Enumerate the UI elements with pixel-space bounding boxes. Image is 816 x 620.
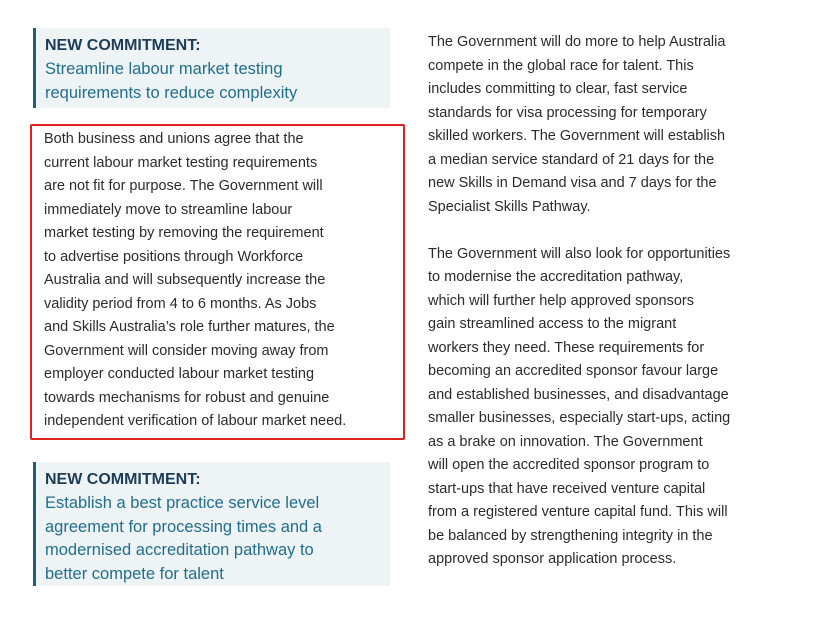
left-line: to advertise positions through Workforce: [44, 248, 304, 265]
commitment-heading-1: NEW COMMITMENT:: [45, 37, 201, 54]
highlighted-paragraph: [44, 128, 404, 434]
left-line: Government will consider moving away from: [44, 342, 329, 359]
right-line: includes committing to clear, fast service: [428, 81, 688, 97]
right-line: will open the accredited sponsor program to: [428, 457, 710, 473]
right-line: compete in the global race for talent. This: [428, 57, 694, 74]
right-line: workers they need. These requirements for: [428, 339, 705, 356]
paragraph-gap: [428, 219, 788, 243]
commitment-title-2-line-3: modernised accreditation pathway to: [45, 541, 314, 559]
left-line: market testing by removing the requirement: [44, 225, 324, 241]
left-line: are not fit for purpose. The Government will: [44, 178, 323, 194]
right-line: a median service standard of 21 days for the: [428, 151, 715, 168]
left-line: towards mechanisms for robust and genuine: [44, 389, 330, 406]
right-line: becoming an accredited sponsor favour large: [428, 363, 719, 379]
left-line: Both business and unions agree that the: [44, 131, 304, 147]
right-line: gain streamlined access to the migrant: [428, 316, 677, 332]
right-line: standards for visa processing for temporary: [428, 104, 707, 121]
right-line: which will further help approved sponsors: [428, 292, 694, 309]
right-line: start-ups that have received venture capital: [428, 480, 706, 497]
commitment-box-1: [33, 28, 390, 108]
right-line: Specialist Skills Pathway.: [428, 198, 591, 215]
commitment-title-2-line-4: better compete for talent: [45, 564, 224, 583]
right-line: The Government will do more to help Australia: [428, 34, 726, 50]
right-line: and established businesses, and disadvantage: [428, 386, 729, 403]
right-line: smaller businesses, especially start-ups, acting: [428, 410, 731, 426]
commitment-title-1-line-2: requirements to reduce complexity: [45, 83, 298, 102]
commitment-title-2-line-1: Establish a best practice service level: [45, 494, 320, 512]
left-line: immediately move to streamline labour: [44, 201, 293, 218]
right-line: skilled workers. The Government will establish: [428, 128, 726, 144]
left-line: current labour market testing requirements: [44, 154, 318, 171]
commitment-title-1-line-1: Streamline labour market testing: [45, 60, 283, 78]
left-line: employer conducted labour market testing: [44, 366, 315, 382]
right-line: be balanced by strengthening integrity in the: [428, 527, 713, 544]
right-line: to modernise the accreditation pathway,: [428, 269, 684, 285]
commitment-box-2: [33, 462, 390, 586]
right-line: The Government will also look for opportunities: [428, 245, 731, 262]
left-line: independent verification of labour market need.: [44, 413, 347, 429]
right-line: approved sponsor application process.: [428, 551, 677, 567]
right-line: as a brake on innovation. The Government: [428, 433, 703, 450]
commitment-heading-2: NEW COMMITMENT:: [45, 471, 201, 488]
left-line: validity period from 4 to 6 months. As Jobs: [44, 295, 317, 312]
commitment-title-2-line-2: agreement for processing times and a: [45, 517, 322, 536]
right-line: from a registered venture capital fund. This will: [428, 504, 728, 520]
right-paragraph-2: [428, 243, 788, 572]
right-column: [428, 31, 788, 572]
left-line: Australia and will subsequently increase the: [44, 272, 326, 288]
right-paragraph-1: [428, 31, 788, 219]
left-line: and Skills Australia’s role further matures, the: [44, 319, 335, 335]
right-line: new Skills in Demand visa and 7 days for the: [428, 175, 717, 191]
